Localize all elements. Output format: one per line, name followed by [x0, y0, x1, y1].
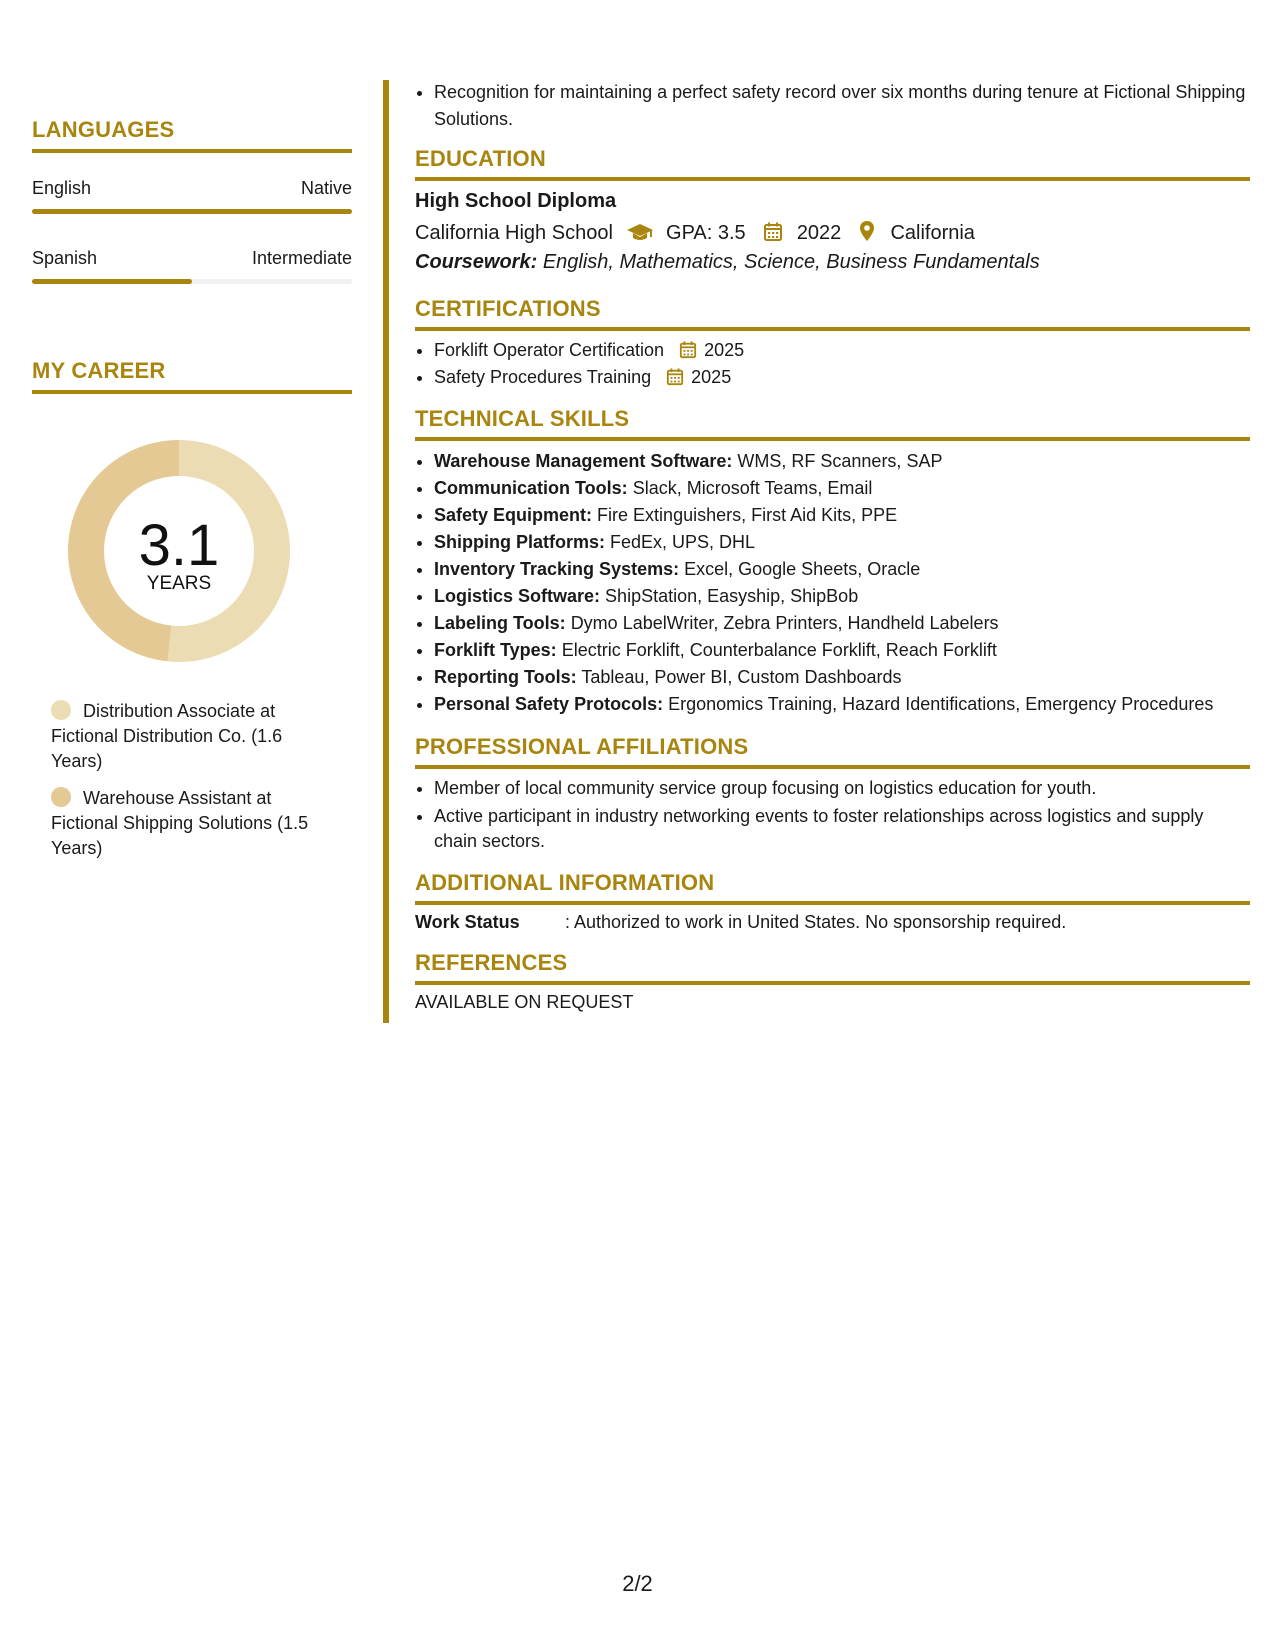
graduation-year: 2022: [796, 222, 842, 244]
career-title: MY CAREER: [32, 358, 352, 394]
language-level: Native: [300, 178, 352, 198]
education-location: California: [890, 222, 975, 244]
additional-info-section: [415, 870, 1250, 933]
skill-label: Inventory Tracking Systems:: [434, 559, 680, 579]
skill-value: Ergonomics Training, Hazard Identifications, Emergency Procedures: [668, 694, 1214, 714]
technical-skills-title: TECHNICAL SKILLS: [415, 406, 1250, 441]
career-legend-label: Warehouse Assistant at Fictional Shipping Solutions (1.5 Years): [51, 788, 309, 858]
skill-value: Tableau, Power BI, Custom Dashboards: [581, 667, 902, 687]
skill-label: Safety Equipment:: [434, 505, 593, 525]
location-pin-icon: [859, 220, 875, 242]
career-section: [32, 358, 352, 394]
calendar-icon: [679, 341, 697, 359]
skill-label: Communication Tools:: [434, 478, 628, 498]
coursework: [415, 251, 1250, 274]
coursework-label: Coursework:: [415, 251, 538, 273]
skill-label: Labeling Tools:: [434, 613, 566, 633]
certification-year: 2025: [691, 367, 732, 387]
gpa: GPA: 3.5: [666, 222, 746, 244]
skill-label: Personal Safety Protocols:: [434, 694, 664, 714]
certification-name: Forklift Operator Certification: [434, 340, 665, 360]
education-title: EDUCATION: [415, 146, 1250, 181]
career-legend-item: [51, 786, 331, 861]
skill-value: WMS, RF Scanners, SAP: [737, 451, 943, 471]
language-bar-fill: [32, 209, 352, 214]
skill-value: ShipStation, Easyship, ShipBob: [605, 586, 859, 606]
graduation-cap-icon: [626, 222, 654, 242]
education-details: [415, 220, 1250, 245]
languages-section: [32, 117, 352, 284]
certification-item: [434, 337, 1250, 364]
education-section: [415, 146, 1250, 274]
page-number: 2/2: [622, 1571, 653, 1596]
skill-item: [434, 583, 1250, 610]
skill-item: [434, 502, 1250, 529]
language-item: [32, 248, 352, 284]
skill-label: Warehouse Management Software:: [434, 451, 733, 471]
skill-value: Slack, Microsoft Teams, Email: [632, 478, 873, 498]
skill-item: [434, 529, 1250, 556]
skill-item: [434, 475, 1250, 502]
list-item: • Active participant in industry networking events to foster relationships across logistics and supply chain sectors.: [434, 804, 1250, 854]
certification-item: [434, 364, 1250, 391]
skill-label: Reporting Tools:: [434, 667, 577, 687]
language-bar: [32, 279, 352, 284]
language-name: Spanish: [32, 248, 98, 268]
calendar-icon: [666, 368, 684, 386]
work-status-value: : Authorized to work in United States. No sponsorship required.: [565, 912, 1067, 932]
list-item: • Member of local community service group focusing on logistics education for youth.: [434, 776, 1250, 801]
legend-dot: [51, 787, 71, 807]
skill-item: [434, 664, 1250, 691]
skill-value: Fire Extinguishers, First Aid Kits, PPE: [597, 505, 898, 525]
certification-name: Safety Procedures Training: [434, 367, 652, 387]
career-legend-label: Distribution Associate at Fictional Distribution Co. (1.6 Years): [51, 701, 283, 771]
career-total-value: 3.1: [138, 513, 220, 578]
skill-label: Logistics Software:: [434, 586, 601, 606]
career-legend-item: [51, 699, 331, 774]
school-name: California High School: [415, 222, 613, 244]
certification-year: 2025: [704, 340, 745, 360]
certifications-section: [415, 296, 1250, 391]
skill-value: Electric Forklift, Counterbalance Forklift, Reach Forklift: [561, 640, 997, 660]
skill-label: Forklift Types:: [434, 640, 557, 660]
languages-title: LANGUAGES: [32, 117, 352, 153]
skill-item: [434, 610, 1250, 637]
degree-title: High School Diploma: [415, 190, 617, 212]
coursework-text: English, Mathematics, Science, Business Fundamentals: [542, 251, 1040, 273]
skill-item: [434, 691, 1250, 718]
technical-skills-section: [415, 406, 1250, 718]
references-section: [415, 950, 1250, 1013]
skill-item: [434, 448, 1250, 475]
skill-value: FedEx, UPS, DHL: [610, 532, 756, 552]
work-status-row: [415, 912, 1250, 933]
column-divider: [383, 80, 389, 1023]
language-item: [32, 178, 352, 214]
career-donut-chart: [59, 431, 299, 671]
career-total-unit: YEARS: [146, 573, 212, 594]
additional-info-title: ADDITIONAL INFORMATION: [415, 870, 1250, 905]
calendar-icon: [763, 222, 783, 242]
language-bar: [32, 209, 352, 214]
references-text: AVAILABLE ON REQUEST: [415, 992, 634, 1012]
skill-item: [434, 637, 1250, 664]
legend-dot: [51, 700, 71, 720]
skill-value: Excel, Google Sheets, Oracle: [684, 559, 921, 579]
certifications-title: CERTIFICATIONS: [415, 296, 1250, 331]
language-name: English: [32, 178, 92, 198]
list-item: • Recognition for maintaining a perfect safety record over six months during tenure at Fictional Shipping Solutions.: [434, 79, 1250, 133]
affiliations-section: [415, 734, 1250, 854]
skill-label: Shipping Platforms:: [434, 532, 605, 552]
experience-continuation: [415, 79, 1250, 133]
language-bar-fill: [32, 279, 192, 284]
references-title: REFERENCES: [415, 950, 1250, 985]
affiliations-title: PROFESSIONAL AFFILIATIONS: [415, 734, 1250, 769]
language-level: Intermediate: [251, 248, 352, 268]
skill-item: [434, 556, 1250, 583]
work-status-label: Work Status: [415, 912, 520, 932]
skill-value: Dymo LabelWriter, Zebra Printers, Handheld Labelers: [570, 613, 999, 633]
